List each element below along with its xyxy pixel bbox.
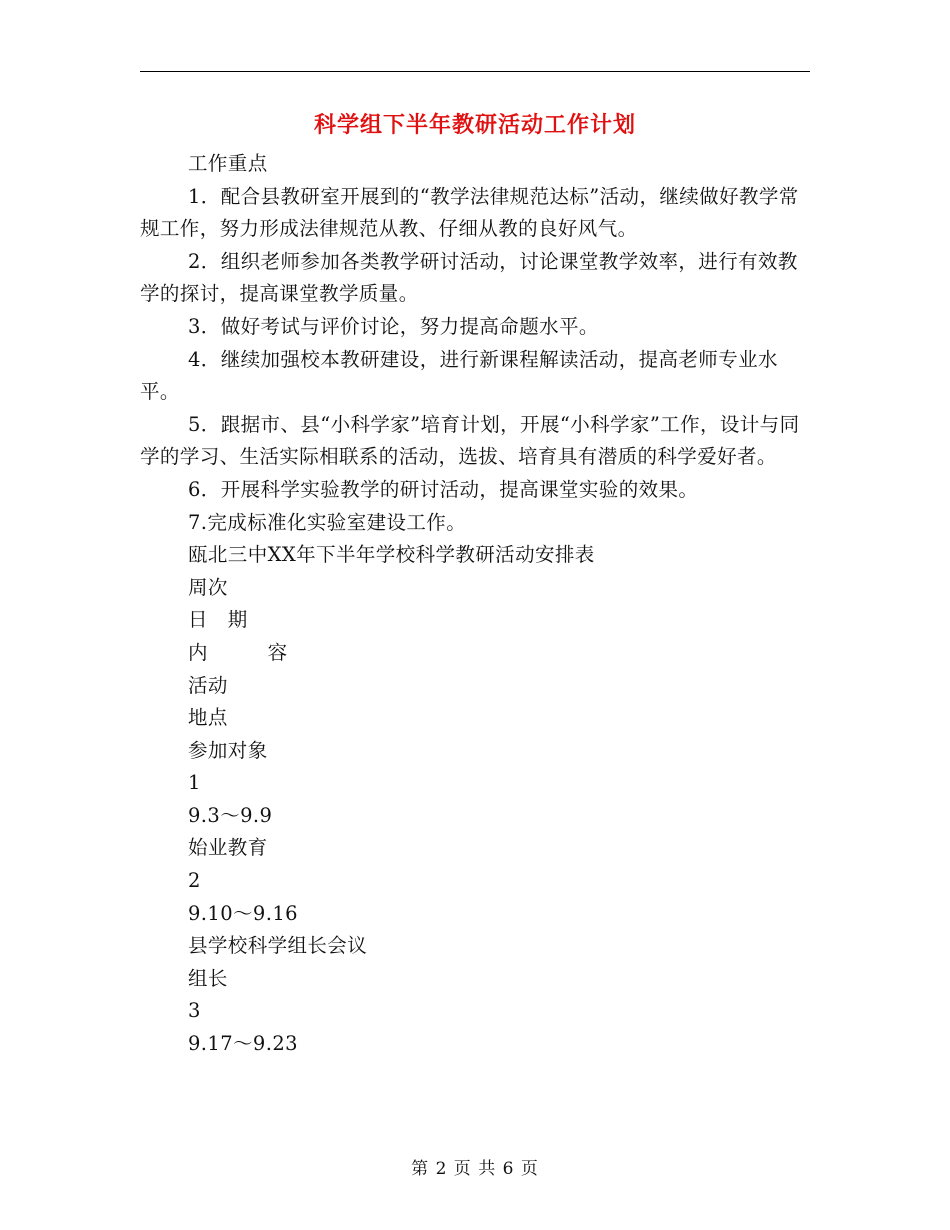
table-cell: 9.3～9.9 [188, 803, 273, 827]
document-body [140, 148, 810, 1061]
table-cell: 内 容 [188, 640, 288, 664]
paragraph: 2．组织老师参加各类教学研讨活动，讨论课堂教学效率，进行有效教学的探讨，提高课堂教学质量。 [140, 249, 798, 306]
paragraph: 1．配合县教研室开展到的“教学法律规范达标”活动，继续做好教学常规工作，努力形成法律规范从教、仔细从教的良好风气。 [140, 184, 799, 241]
table-cell: 县学校科学组长会议 [188, 934, 368, 958]
table-cell: 2 [188, 869, 201, 893]
paragraph: 5．跟据市、县“小科学家”培育计划，开展“小科学家”工作，设计与同学的学习、生活实际相联系的活动，选拔、培育具有潜质的科学爱好者。 [140, 412, 800, 469]
paragraph: 4．继续加强校本教研建设，进行新课程解读活动，提高老师专业水平。 [140, 347, 778, 404]
section-heading: 工作重点 [188, 152, 268, 175]
table-cell: 1 [188, 771, 201, 795]
table-cell: 9.17～9.23 [188, 1032, 298, 1056]
table-cell: 日 期 [188, 608, 248, 632]
document-title: 科学组下半年教研活动工作计划 [313, 112, 636, 138]
table-cell: 地点 [188, 706, 228, 730]
table-cell: 3 [188, 999, 201, 1023]
table-cell: 始业教育 [188, 836, 268, 860]
table-cell: 参加对象 [188, 738, 268, 762]
paragraph: 6．开展科学实验教学的研讨活动，提高课堂实验的效果。 [188, 477, 699, 501]
table-cell: 周次 [188, 575, 228, 599]
table-cell: 9.10～9.16 [188, 901, 298, 925]
header-rule [140, 71, 810, 72]
paragraph: 7.完成标准化实验室建设工作。 [188, 510, 467, 534]
page-footer: 第 2 页 共 6 页 [411, 1159, 539, 1179]
table-cell: 组长 [188, 966, 228, 990]
schedule-title: 瓯北三中XX年下半年学校科学教研活动安排表 [188, 543, 595, 567]
paragraph: 3．做好考试与评价讨论，努力提高命题水平。 [188, 314, 599, 338]
table-cell: 活动 [188, 673, 228, 697]
